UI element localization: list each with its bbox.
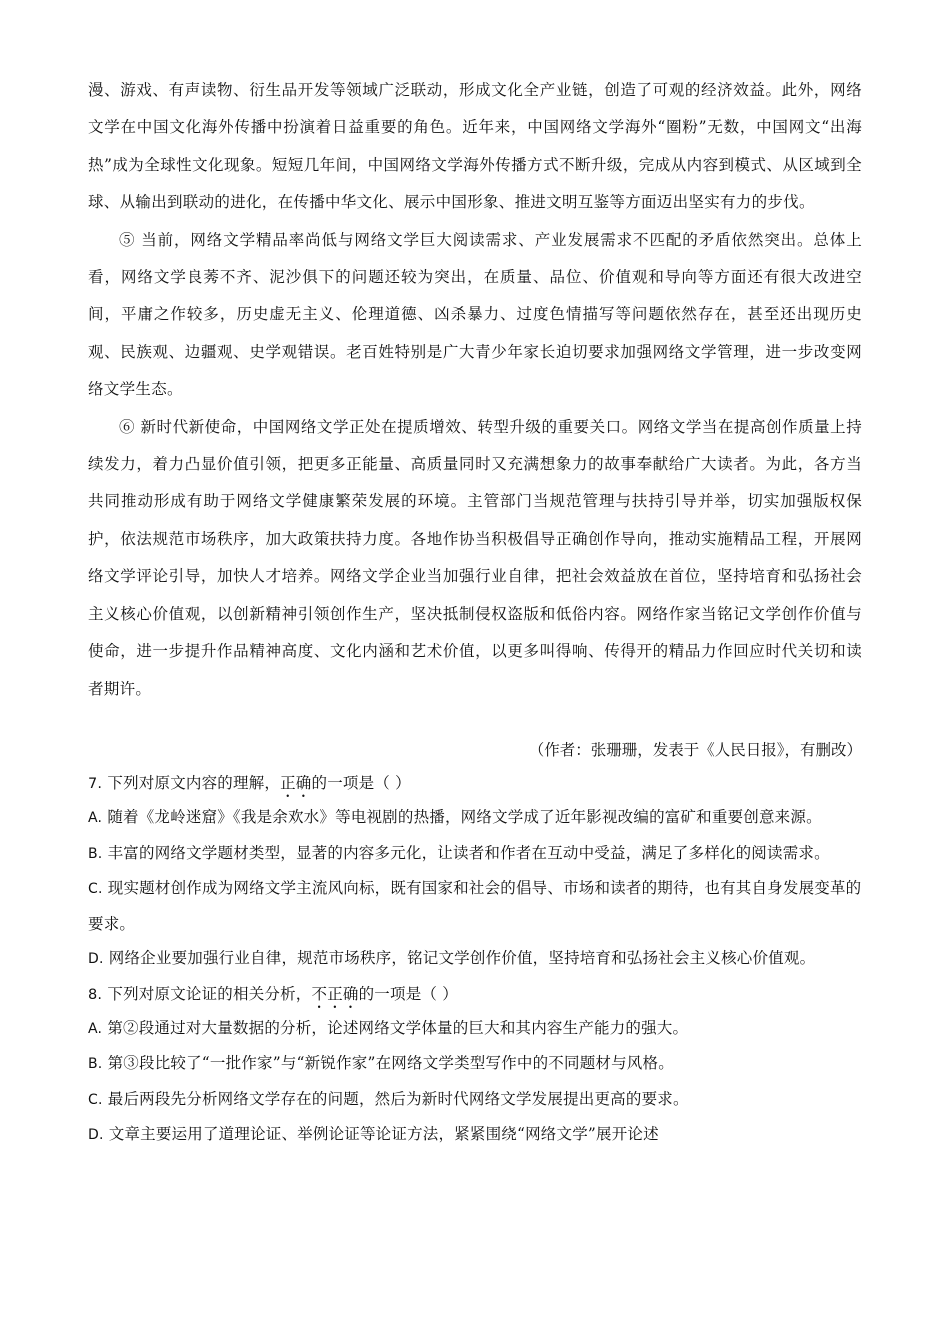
option-label: D. [88,951,104,967]
question-7-option-d [88,941,862,977]
question-number: 8. [88,986,103,1003]
option-label: D. [88,1127,104,1143]
option-label: C. [88,1091,103,1108]
option-label: C. [88,881,103,897]
question-stem-text: 下列对原文内容的理解， [107,774,281,792]
passage-body [88,72,862,708]
question-7 [88,766,862,977]
option-text: 文章主要运用了道理论证、举例论证等论证方法，紧紧围绕“网络文学”展开论述 [108,1125,659,1143]
question-stem-text: 的一项是（ ） [358,984,458,1003]
option-text: 最后两段先分析网络文学存在的问题，然后为新时代网络文学发展提出更高的要求。 [107,1089,689,1108]
question-stem-text: 的一项是（ ） [311,774,411,792]
option-text: 网络企业要加强行业自律，规范市场秩序，铭记文学创作价值，坚持培育和弘扬社会主义核心价值观。 [108,949,816,967]
option-text: 丰富的网络文学题材类型，显著的内容多元化，让读者和作者在互动中受益，满足了多样化的阅读需求。 [107,843,830,862]
question-8-option-a [88,1011,862,1047]
passage-paragraph-5: ⑤ 当前，网络文学精品率尚低与网络文学巨大阅读需求、产业发展需求不匹配的矛盾依然突出。总体上看，网络文学良莠不齐、泥沙俱下的问题还较为突出，在质量、品位、价值观和导向等方面还有很大改进空间，平庸之作较多，历史虚无主义、伦理道德、凶杀暴力、过度色情描写等问题依然存在，甚至还出现历史观、民族观、边疆观、史学观错误。老百姓特别是广大青少年家长迫切要求加强网络文学管理，进一步改变网络文学生态。 [88,230,862,399]
question-7-option-c [88,871,862,941]
option-label: B. [88,1056,103,1072]
question-8-option-d [88,1117,862,1153]
question-7-stem [88,766,862,800]
option-label: A. [88,810,103,826]
question-7-option-b [88,836,862,872]
option-text: 现实题材创作成为网络文学主流风向标，既有国家和社会的倡导、市场和读者的期待，也有其自身发展变革的要求。 [88,879,862,933]
option-label: B. [88,845,103,862]
question-8-stem [88,977,862,1011]
option-text: 第②段通过对大量数据的分析，论述网络文学体量的巨大和其内容生产能力的强大。 [107,1018,689,1037]
passage-paragraph-6: ⑥ 新时代新使命，中国网络文学正处在提质增效、转型升级的重要关口。网络文学当在提高创作质量上持续发力，着力凸显价值引领，把更多正能量、高质量同时又充满想象力的故事奉献给广大读者。为此，各方当共同推动形成有助于网络文学健康繁荣发展的环境。主管部门当规范管理与扶持引导并举，切实加强版权保护，依法规范市场秩序，加大政策扶持力度。各地作协当积极倡导正确创作导向，推动实施精品工程，开展网络文学评论引导，加快人才培养。网络文学企业当加强行业自律，把社会效益放在首位，坚持培育和弘扬社会主义核心价值观，以创新精神引领创作生产，坚决抵制侵权盗版和低俗内容。网络作家当铭记文学创作价值与使命，进一步提升作品精神高度、文化内涵和艺术价值，以更多叫得响、传得开的精品力作回应时代关切和读者期许。 [88,417,862,698]
passage-paragraph-continued: 漫、游戏、有声读物、衍生品开发等领域广泛联动，形成文化全产业链，创造了可观的经济效益。此外，网络文学在中国文化海外传播中扮演着日益重要的角色。近年来，中国网络文学海外“圈粉”无数，中国网文“出海热”成为全球性文化现象。短短几年间，中国网络文学海外传播方式不断升级，完成从内容到模式、从区域到全球、从输出到联动的进化，在传播中华文化、展示中国形象、推进文明互鉴等方面迈出坚实有力的步伐。 [88,81,862,212]
question-number: 7. [88,776,103,792]
question-8 [88,977,862,1153]
question-emphasis-text: 不正确 [311,984,359,1003]
question-stem-text: 下列对原文论证的相关分析， [107,984,312,1003]
question-7-option-a [88,800,862,836]
option-text: 随着《龙岭迷窟》《我是余欢水》等电视剧的热播，网络文学成了近年影视改编的富矿和重要创意来源。 [107,808,822,826]
option-label: A. [88,1020,103,1037]
question-8-option-b [88,1046,862,1082]
question-section [88,766,862,1153]
question-8-option-c [88,1082,862,1118]
passage-source: （作者：张珊珊，发表于《人民日报》，有删改） [528,741,862,759]
option-text: 第③段比较了“一批作家”与“新锐作家”在网络文学类型写作中的不同题材与风格。 [107,1054,674,1072]
question-emphasis-text: 正确 [280,774,312,792]
